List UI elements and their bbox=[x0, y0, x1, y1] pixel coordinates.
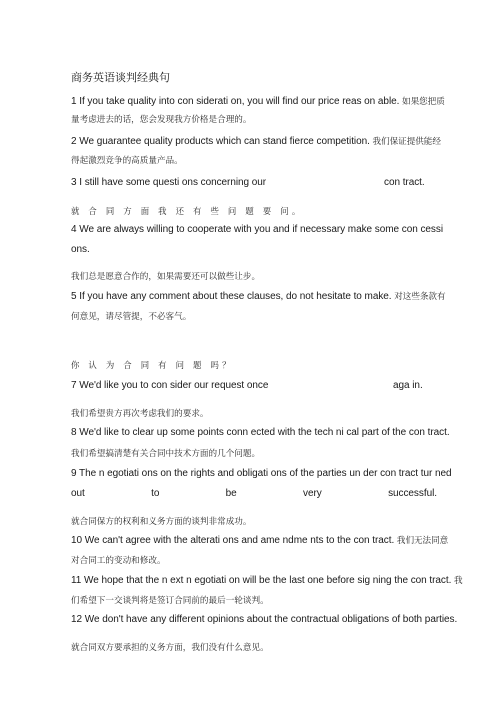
sentence-6-chinese: 你 认 为 合 同 有 问 题 吗？ bbox=[71, 360, 234, 370]
sentence-9-word-3: be bbox=[225, 488, 237, 499]
sentence-9-english-cont bbox=[71, 488, 437, 499]
sentence-11-text: 11 We hope that the n ext n egotiati on will be the last one before sig ning the con tract. bbox=[71, 575, 452, 586]
sentence-7-english bbox=[71, 380, 437, 391]
sentence-3-text-b: con tract. bbox=[384, 177, 425, 188]
sentence-8-english: 8 We'd like to clear up some points conn ected with the tech ni cal part of the con tract. bbox=[71, 427, 450, 438]
sentence-10-chinese: 对合同工的变动和修改。 bbox=[71, 556, 166, 566]
sentence-5-chinese-start: 对这些条款有 bbox=[391, 292, 446, 302]
sentence-1-chinese: 量考虑进去的话，您会发现我方价格是合理的。 bbox=[71, 115, 252, 125]
sentence-9-word-1: out bbox=[71, 488, 85, 499]
sentence-10-chinese-start: 我们无法同意 bbox=[394, 536, 449, 546]
sentence-11-chinese: 们希望下一交谈判将是签订合同前的最后一轮谈判。 bbox=[71, 596, 269, 606]
sentence-4-english: 4 We are always willing to cooperate with you and if necessary make some con cessi bbox=[71, 224, 444, 235]
sentence-5-english bbox=[71, 290, 446, 302]
sentence-1-chinese-start: 如果您把质 bbox=[399, 97, 445, 107]
sentence-5-chinese: 何意见，请尽管提，不必客气。 bbox=[71, 312, 192, 322]
sentence-11-chinese-start: 我 bbox=[451, 576, 463, 586]
sentence-7-text-a: 7 We'd like you to con sider our request once bbox=[71, 380, 269, 391]
sentence-10-english bbox=[71, 534, 449, 546]
sentence-12-english: 12 We don't have any different opinions about the contractual obligations of both parties. bbox=[71, 614, 458, 625]
sentence-9-word-5: successful. bbox=[388, 488, 437, 499]
sentence-7-chinese: 我们希望贵方再次考虑我们的要求。 bbox=[71, 409, 209, 419]
sentence-11-english bbox=[71, 574, 463, 586]
sentence-2-english bbox=[71, 135, 441, 147]
document-title: 商务英语谈判经典句 bbox=[71, 71, 170, 84]
sentence-9-chinese: 就合同保方的权利和义务方面的谈判非常成功。 bbox=[71, 517, 252, 527]
sentence-12-chinese: 就合同双方要承担的义务方面，我们没有什么意见。 bbox=[71, 643, 269, 653]
sentence-7-text-b: aga in. bbox=[393, 380, 423, 391]
sentence-2-text: 2 We guarantee quality products which can stand fierce competition. bbox=[71, 136, 370, 147]
sentence-3-english bbox=[71, 177, 437, 188]
sentence-4-chinese: 我们总是愿意合作的，如果需要还可以做些让步。 bbox=[71, 272, 261, 282]
sentence-3-chinese: 就 合 同 方 面 我 还 有 些 问 题 要 问。 bbox=[71, 206, 304, 216]
sentence-3-text-a: 3 I still have some questi ons concerning our bbox=[71, 177, 267, 188]
sentence-9-word-4: very bbox=[303, 488, 322, 499]
sentence-1-english bbox=[71, 95, 445, 107]
sentence-8-chinese: 我们希望搞清楚有关合同中技术方面的几个问题。 bbox=[71, 449, 261, 459]
sentence-9-word-2: to bbox=[151, 488, 160, 499]
sentence-4-english-cont: ons. bbox=[71, 244, 90, 255]
sentence-1-text: 1 If you take quality into con siderati on, you will find our price reas on able. bbox=[71, 96, 400, 107]
sentence-10-text: 10 We can't agree with the alterati ons and ame ndme nts to the con tract. bbox=[71, 535, 395, 546]
sentence-5-text: 5 If you have any comment about these clauses, do not hesitate to make. bbox=[71, 291, 392, 302]
sentence-9-english: 9 The n egotiati ons on the rights and obligati ons of the parties un der con tract tur ned bbox=[71, 468, 452, 479]
sentence-2-chinese: 得起激烈竞争的高质量产品。 bbox=[71, 156, 183, 166]
sentence-2-chinese-start: 我们保证提供能经 bbox=[369, 137, 441, 147]
